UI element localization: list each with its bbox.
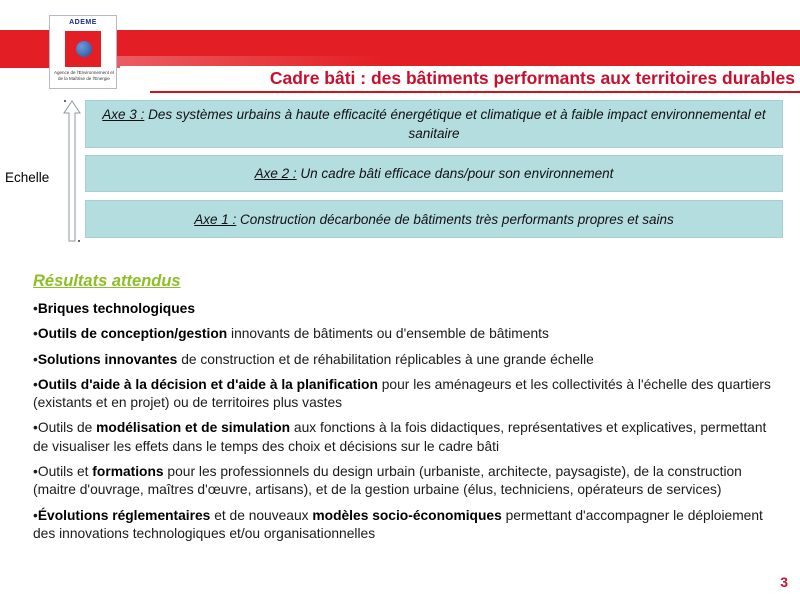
- axis-text: Construction décarbonée de bâtiments très performants propres et sains: [240, 211, 674, 227]
- list-item: •Outils et formations pour les professionnels du design urbain (urbaniste, architecte, paysagiste), de la construction (maitre d'ouvrage, maîtres d'œuvre, artisans), et de la gestion urbaine (élus, techniciens, opérateurs de services): [33, 464, 742, 498]
- marker-dot: [78, 240, 80, 242]
- axis-box-2: [85, 155, 783, 192]
- axis-label: Axe 3 :: [102, 107, 145, 122]
- axis-box-1: [85, 200, 783, 238]
- scale-arrow-icon: [63, 100, 81, 242]
- globe-icon: [76, 41, 92, 57]
- ademe-logo: [49, 15, 117, 89]
- axis-label: Axe 2 :: [254, 166, 297, 181]
- title-underline: [150, 91, 800, 93]
- list-item: •Solutions innovantes de construction et de réhabilitation réplicables à une grande échelle: [33, 351, 594, 367]
- scale-label: Echelle: [5, 170, 50, 185]
- list-item: •Outils de modélisation et de simulation aux fonctions à la fois didactiques, représentatives et explicatives, permettant de visualiser les effets dans le temps des choix et décisions sur le cadre bâti: [33, 420, 767, 454]
- slide-title: Cadre bâti : des bâtiments performants aux territoires durables: [269, 68, 795, 88]
- results-heading: Résultats attendus: [33, 272, 181, 290]
- axis-box-3: [85, 100, 783, 148]
- axis-label: Axe 1 :: [194, 211, 237, 227]
- marker-dot: [64, 100, 66, 102]
- axis-text: Un cadre bâti efficace dans/pour son environnement: [300, 166, 614, 181]
- logo-name: ADEME: [69, 19, 97, 26]
- axis-text: Des systèmes urbains à haute efficacité énergétique et climatique et à faible impact environnemental et sanitaire: [148, 107, 766, 141]
- list-item: •Outils de conception/gestion innovants de bâtiments ou d'ensemble de bâtiments: [33, 326, 549, 342]
- page-number: 3: [780, 574, 788, 590]
- list-item: •Évolutions réglementaires et de nouveaux modèles socio-économiques permettant d'accompagner le déploiement des innovations technologiques et/ou organisationnelles: [33, 507, 763, 541]
- list-item: •Briques technologiques: [33, 301, 195, 316]
- logo-tagline: Agence de l'Environnement et de la Maîtrise de l'Energie: [54, 70, 114, 81]
- results-list: [33, 300, 783, 550]
- list-item: •Outils d'aide à la décision et d'aide à la planification pour les aménageurs et les collectivités à l'échelle des quartiers (existants et en projet) ou de territoires plus vastes: [33, 376, 771, 411]
